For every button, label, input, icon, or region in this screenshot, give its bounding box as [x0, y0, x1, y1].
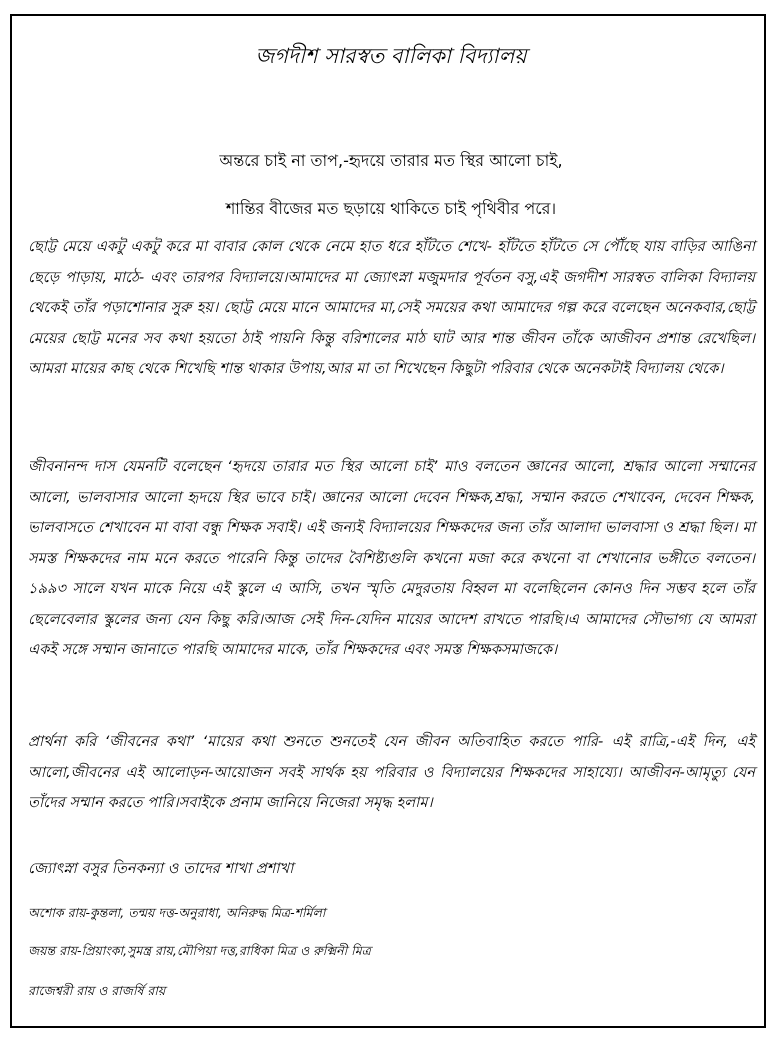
poem-line-1: অন্তরে চাই না তাপ,-হৃদয়ে তারার মত স্থির আলো চাই, [219, 151, 563, 170]
paragraph-teachers: জীবনানন্দ দাস যেমনটি বলেছেন ‘হৃদয়ে তারার মত স্থির আলো চাই’ মাও বলতেন জ্ঞানের আলো, শ্রদ্ধার আলো সম্মানের আলো, ভালবাসার আলো হৃদয়ে স্থির ভাবে চাই। জ্ঞানের আলো দেবেন শিক্ষক,শ্রদ্ধা, সম্মান করতে শেখাবেন, দেবেন শিক্ষক, ভালবাসতে শেখাবেন মা বাবা বন্ধু শিক্ষক সবাই। এই জন্যই বিদ্যালয়ের শিক্ষকদের জন্য তাঁর আলাদা ভালবাসা ও শ্রদ্ধা ছিল। মা সমস্ত শিক্ষকদের নাম মনে করতে পারেনি কিন্তু তাদের বৈশিষ্ট্যগুলি কখনো মজা করে কখনো বা শেখানোর ভঙ্গীতে বলতেন।১৯৯৩ সালে যখন মাকে নিয়ে এই স্কুলে এ আসি, তখন স্মৃতি মেদুরতায় বিহ্বল মা বলেছিলেন কোনও দিন সম্ভব হলে তাঁর ছেলেবেলার স্কুলের জন্য যেন কিছু করি।আজ সেই দিন-যেদিন মায়ের আদেশ রাখতে পারছি।এ আমাদের সৌভাগ্য যে আমরা একই সঙ্গে সম্মান জানাতে পারছি আমাদের মাকে, তাঁর শিক্ষকদের এবং সমস্ত শিক্ষকসমাজকে। [28, 458, 755, 658]
paragraph-prayer: প্রার্থনা করি ‘জীবনের কথা’ ‘মায়ের কথা শুনতে শুনতেই যেন জীবন অতিবাহিত করতে পারি- এই রাত্রি,-এই দিন, এই আলো,জীবনের এই আলোড়ন-আয়োজন সবই সার্থক হয় পরিবার ও বিদ্যালয়ের শিক্ষকদের সাহায্যে। আজীবন-আমৃত্যু যেন তাঁদের সম্মান করতে পারি।সবাইকে প্রনাম জানিয়ে নিজেরা সমৃদ্ধ হলাম। [28, 733, 755, 811]
signature-line: জয়ন্ত রায়-প্রিয়াংকা,সুমন্ত্র রায়,মৌপিয়া দত্ত,রাধিকা মিত্র ও রুক্মিনী মিত্র [28, 943, 371, 958]
poem-line-2: শান্তির বীজের মত ছড়ায়ে থাকিতে চাই পৃথিবীর পরে। [225, 199, 557, 218]
paragraph-childhood: ছোট্ট মেয়ে একটু একটু করে মা বাবার কোল থেকে নেমে হাত ধরে হাঁটতে শেখে- হাঁটতে হাঁটতে সে পৌঁছে যায় বাড়ির আঙিনা ছেড়ে পাড়ায়, মাঠে- এবং তারপর বিদ্যালয়ে।আমাদের মা জ্যোৎস্না মজুমদার পূর্বতন বসু,এই জগদীশ সারস্বত বালিকা বিদ্যালয় থেকেই তাঁর পড়াশোনার সুরু হয়। ছোট্ট মেয়ে মানে আমাদের মা,সেই সময়ের কথা আমাদের গল্প করে বলেছেন অনেকবার,ছোট্ট মেয়ের ছোট্ট মনের সব কথা হয়তো ঠাই পায়নি কিন্তু বরিশালের মাঠ ঘাট আর শান্ত জীবন তাঁকে আজীবন প্রশান্ত রেখেছিল। আমরা মায়ের কাছ থেকে শিখেছি শান্ত থাকার উপায়,আর মা তা শিখেছেন কিছুটা পরিবার থেকে অনেকটাই বিদ্যালয় থেকে। [28, 238, 755, 377]
signature-line: অশোক রায়-কুন্তলা, তন্ময় দত্ত-অনুরাধা, অনিরুদ্ধ মিত্র-শর্মিলা [28, 905, 326, 920]
signature-heading: জ্যোৎস্না বসুর তিনকন্যা ও তাদের শাখা প্রশাখা [28, 860, 294, 877]
school-title: জগদীশ সারস্বত বালিকা বিদ্যালয় [255, 44, 527, 68]
signature-line: রাজেশ্বরী রায় ও রাজর্ষি রায় [28, 983, 166, 998]
